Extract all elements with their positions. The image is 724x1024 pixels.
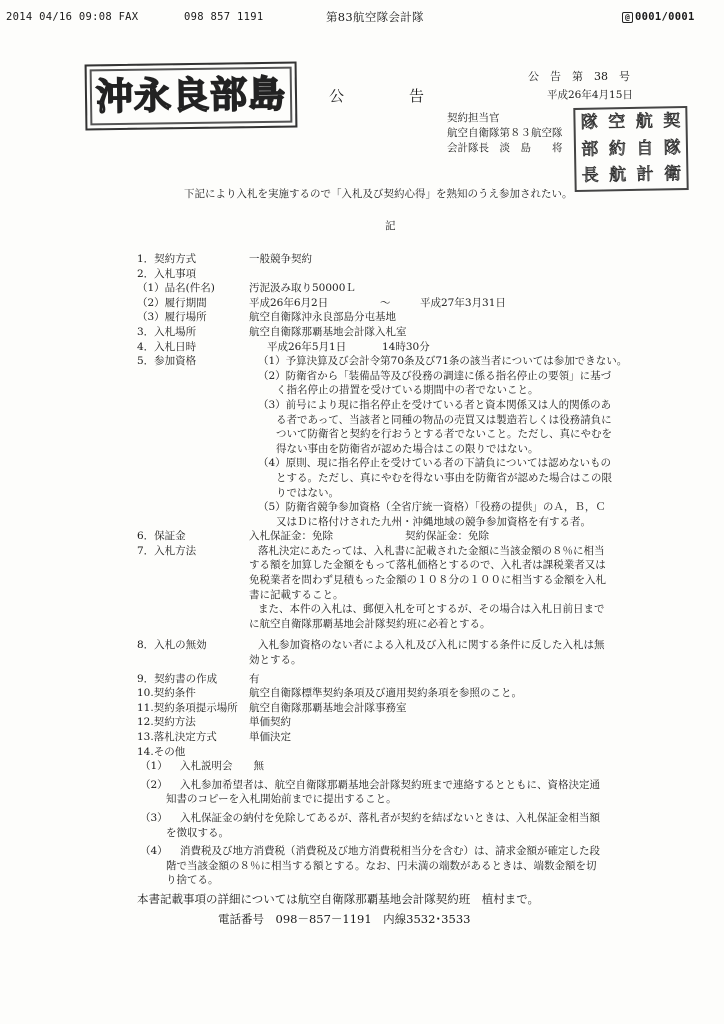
qualification-line: （1）予算決算及び会計令第70条及び71条の該当者については参加できない。 — [258, 355, 628, 368]
item-row — [0, 340, 724, 355]
qualification-row — [0, 471, 724, 486]
notice-ki: 記 — [385, 220, 396, 232]
issuer-unit: 航空自衛隊第８３航空隊 — [447, 127, 563, 139]
footer-contact-row — [0, 892, 724, 912]
spacer — [0, 631, 724, 638]
other-num: （4） — [140, 845, 168, 858]
item-row — [0, 745, 724, 760]
other-line: を徴収する。 — [166, 826, 229, 839]
qualification-row — [0, 515, 724, 530]
other-line: り捨てる。 — [166, 874, 219, 887]
seal-char: 長 — [581, 165, 599, 187]
item-label: 3．入札場所 — [137, 325, 197, 338]
invalid-line: 効とする。 — [249, 654, 302, 667]
method-row — [0, 602, 724, 617]
deposit-row — [0, 529, 724, 544]
qualification-line: りではない。 — [276, 486, 339, 499]
qualification-line: 得ない事由を防衛省が認めた場合はこの限りではない。 — [276, 442, 539, 455]
qualification-line: （3）前号により現に指名停止を受けている者と資本関係又は人的関係のあ — [258, 398, 612, 411]
other-line: 消費税及び地方消費税（消費税及び地方消費税相当分を含む）は、請求金額が確定した段 — [180, 845, 600, 858]
item-label: 5．参加資格 — [137, 355, 197, 368]
qualification-row — [0, 413, 724, 428]
item-value: 航空自衛隊標準契約条項及び適用契約条項を参照のこと。 — [249, 687, 522, 700]
other-line: 入札説明会 無 — [180, 760, 264, 773]
method-row — [0, 588, 724, 603]
fax-page-count-text: 0001/0001 — [635, 11, 695, 23]
other-row — [0, 811, 724, 826]
issuer-title: 契約担当官 — [447, 112, 500, 124]
invalid-row — [0, 638, 724, 653]
item-value: 平成26年6月2日 — [249, 296, 329, 309]
item-label: 7．入札方法 — [137, 544, 197, 557]
seal-char: 部 — [581, 139, 599, 160]
qualification-line: （4）原則、現に指名停止を受けている者の下請負については認めないもの — [258, 457, 611, 470]
method-line: また、本件の入札は、郵便入札を可とするが、その場合は入札日前日まで — [258, 603, 605, 616]
contract-deposit: 契約保証金：免除 — [405, 530, 489, 543]
item-row — [0, 730, 724, 745]
bid-deposit: 入札保証金：免除 — [249, 530, 333, 543]
seal-char: 計 — [636, 164, 654, 186]
official-seal — [573, 106, 688, 192]
qualification-line: （5）防衛省競争参加資格（全省庁統一資格）「役務の提供」のＡ，Ｂ，Ｃ — [258, 501, 606, 514]
other-num: （2） — [140, 778, 168, 791]
item-label: 10.契約条件 — [137, 687, 196, 700]
item-value: 平成26年5月1日 — [267, 340, 347, 353]
qualification-line: （2）防衛省から「装備品等及び役務の調達に係る指名停止の要領」に基づ — [258, 369, 612, 382]
notice-body — [0, 252, 724, 930]
item-row — [0, 325, 724, 340]
other-row — [0, 859, 724, 874]
method-line: 免税業者を問わず見積もった金額の１０８分の１００に相当する金額を入札 — [249, 574, 606, 587]
qualification-line: ついて防衛省と契約を行おうとする者でないこと。ただし、真にやむを — [276, 428, 612, 441]
item-value: 単価契約 — [249, 716, 291, 729]
qualification-row — [0, 383, 724, 398]
item-row — [0, 281, 724, 296]
item-row — [0, 267, 724, 282]
qualification-row — [0, 456, 724, 471]
other-row — [0, 778, 724, 793]
qualification-row — [0, 442, 724, 457]
item-label: 1．契約方式 — [137, 253, 197, 265]
item-row — [0, 672, 724, 687]
qualification-row — [0, 427, 724, 442]
item-row — [0, 252, 724, 267]
item-value: 航空自衛隊沖永良部島分屯基地 — [249, 311, 396, 324]
notice-number: 公 告 第 38 号 — [528, 70, 630, 83]
qualification-row — [0, 500, 724, 515]
item-value: 一般競争契約 — [249, 253, 312, 265]
other-line: 入札保証金の納付を免除してあるが、落札者が契約を結ばないときは、入札保証金相当額 — [180, 811, 600, 824]
item-label: 8．入札の無効 — [137, 639, 207, 652]
fax-page-count — [622, 10, 695, 24]
seal-char: 自 — [636, 138, 654, 159]
other-row — [0, 759, 724, 774]
item-label: 13.落札決定方式 — [137, 731, 217, 743]
seal-char: 契 — [663, 110, 681, 132]
other-num: （1） — [140, 760, 168, 773]
item-label: 9．契約書の作成 — [137, 672, 218, 685]
method-line: する額を加算した金額をもって落札価格とするので、入札者は課税業者又は — [249, 559, 606, 572]
item-value-separator: ～ — [380, 296, 391, 309]
method-row — [0, 544, 724, 559]
seal-char: 約 — [608, 138, 626, 159]
item-value-end: 平成27年3月31日 — [420, 296, 506, 309]
item-row — [0, 715, 724, 730]
seal-char: 衛 — [664, 164, 682, 185]
item-label: 6．保証金 — [137, 530, 186, 543]
item-value: 汚泥汲み取り50000Ｌ — [249, 282, 356, 295]
method-line: に航空自衛隊那覇基地会計隊契約班に必着とする。 — [249, 617, 491, 630]
seal-char: 航 — [609, 165, 627, 186]
other-row — [0, 826, 724, 841]
other-row — [0, 873, 724, 888]
footer-contact: 本書記載事項の詳細については航空自衛隊那覇基地会計隊契約班 植村まで。 — [137, 891, 540, 906]
notice-intro: 下記により入札を実施するので「入札及び契約心得」を熟知のうえ参加されたい。 — [184, 188, 573, 200]
invalid-line: 入札参加資格のない者による入札及び入札に関する条件に反した入札は無 — [258, 639, 605, 652]
item-value: 有 — [249, 672, 260, 685]
other-row — [0, 844, 724, 859]
qualification-line: く指名停止の措置を受けている期間中の者でないこと。 — [276, 384, 539, 397]
item-value: 航空自衛隊那覇基地会計隊入札室 — [249, 325, 407, 338]
item-row — [0, 354, 724, 369]
item-label: 2．入札事項 — [137, 267, 197, 280]
method-row — [0, 573, 724, 588]
seal-char: 空 — [608, 111, 626, 133]
seal-char: 航 — [635, 111, 653, 132]
qualification-line: とする。ただし、真にやむを得ない事由を防衛省が認めた場合はこの限 — [276, 471, 612, 484]
item-row — [0, 686, 724, 701]
item-label: 11.契約条項提示場所 — [137, 701, 238, 714]
item-label: （1）品名(件名) — [137, 282, 215, 295]
fax-datetime: 2014 04/16 09:08 FAX — [6, 11, 139, 23]
item-label: 4．入札日時 — [137, 340, 197, 353]
location-stamp: 沖永良部島 — [85, 62, 298, 131]
other-line: 入札参加希望者は、航空自衛隊那覇基地会計隊契約班まで連絡するとともに、資格決定通 — [180, 778, 600, 791]
item-label: （3）履行場所 — [137, 311, 207, 324]
item-label: （2）履行期間 — [137, 296, 207, 309]
method-row — [0, 617, 724, 632]
notice-date: 平成26年4月15日 — [547, 89, 633, 101]
other-line: 知書のコピーを入札開始前までに提出すること。 — [166, 793, 397, 806]
footer-phone-row — [0, 912, 724, 930]
other-num: （3） — [140, 811, 168, 824]
other-line: 階で当該金額の８％に相当する額とする。なお、円未満の端数があるときは、端数金額を切 — [166, 859, 597, 872]
fax-number: 098 857 1191 — [184, 11, 264, 23]
item-row — [0, 701, 724, 716]
item-label: 12.契約方法 — [137, 716, 196, 729]
method-line: 落札決定にあたっては、入札書に記載された金額に当該金額の８％に相当 — [258, 544, 605, 557]
item-row — [0, 296, 724, 311]
item-value: 航空自衛隊那覇基地会計隊事務室 — [249, 701, 407, 714]
qualification-line: 又はＤに格付けされた九州・沖縄地域の競争参加資格を有する者。 — [276, 515, 591, 528]
qualification-line: る者であって、当該者と同種の物品の売買又は製造若しくは役務請負に — [276, 413, 612, 426]
method-line: 書に記載すること。 — [249, 588, 344, 601]
method-row — [0, 558, 724, 573]
item-label: 14.その他 — [137, 745, 186, 758]
item-value-time: 14時30分 — [382, 340, 430, 353]
footer-phone: 電話番号 098－857－1191 内線3532･3533 — [218, 911, 471, 926]
notice-title: 公 告 — [329, 87, 426, 105]
fax-page-icon: @ — [622, 12, 633, 23]
other-row — [0, 792, 724, 807]
qualification-row — [0, 398, 724, 413]
invalid-row — [0, 653, 724, 668]
fax-sender: 第83航空隊会計隊 — [326, 10, 424, 24]
seal-char: 隊 — [663, 137, 681, 158]
item-value: 単価決定 — [249, 731, 291, 743]
qualification-row — [0, 369, 724, 384]
item-row — [0, 310, 724, 325]
qualification-row — [0, 486, 724, 501]
seal-char: 隊 — [580, 112, 598, 133]
issuer-name: 会計隊長 淡 島 将 — [447, 142, 563, 154]
